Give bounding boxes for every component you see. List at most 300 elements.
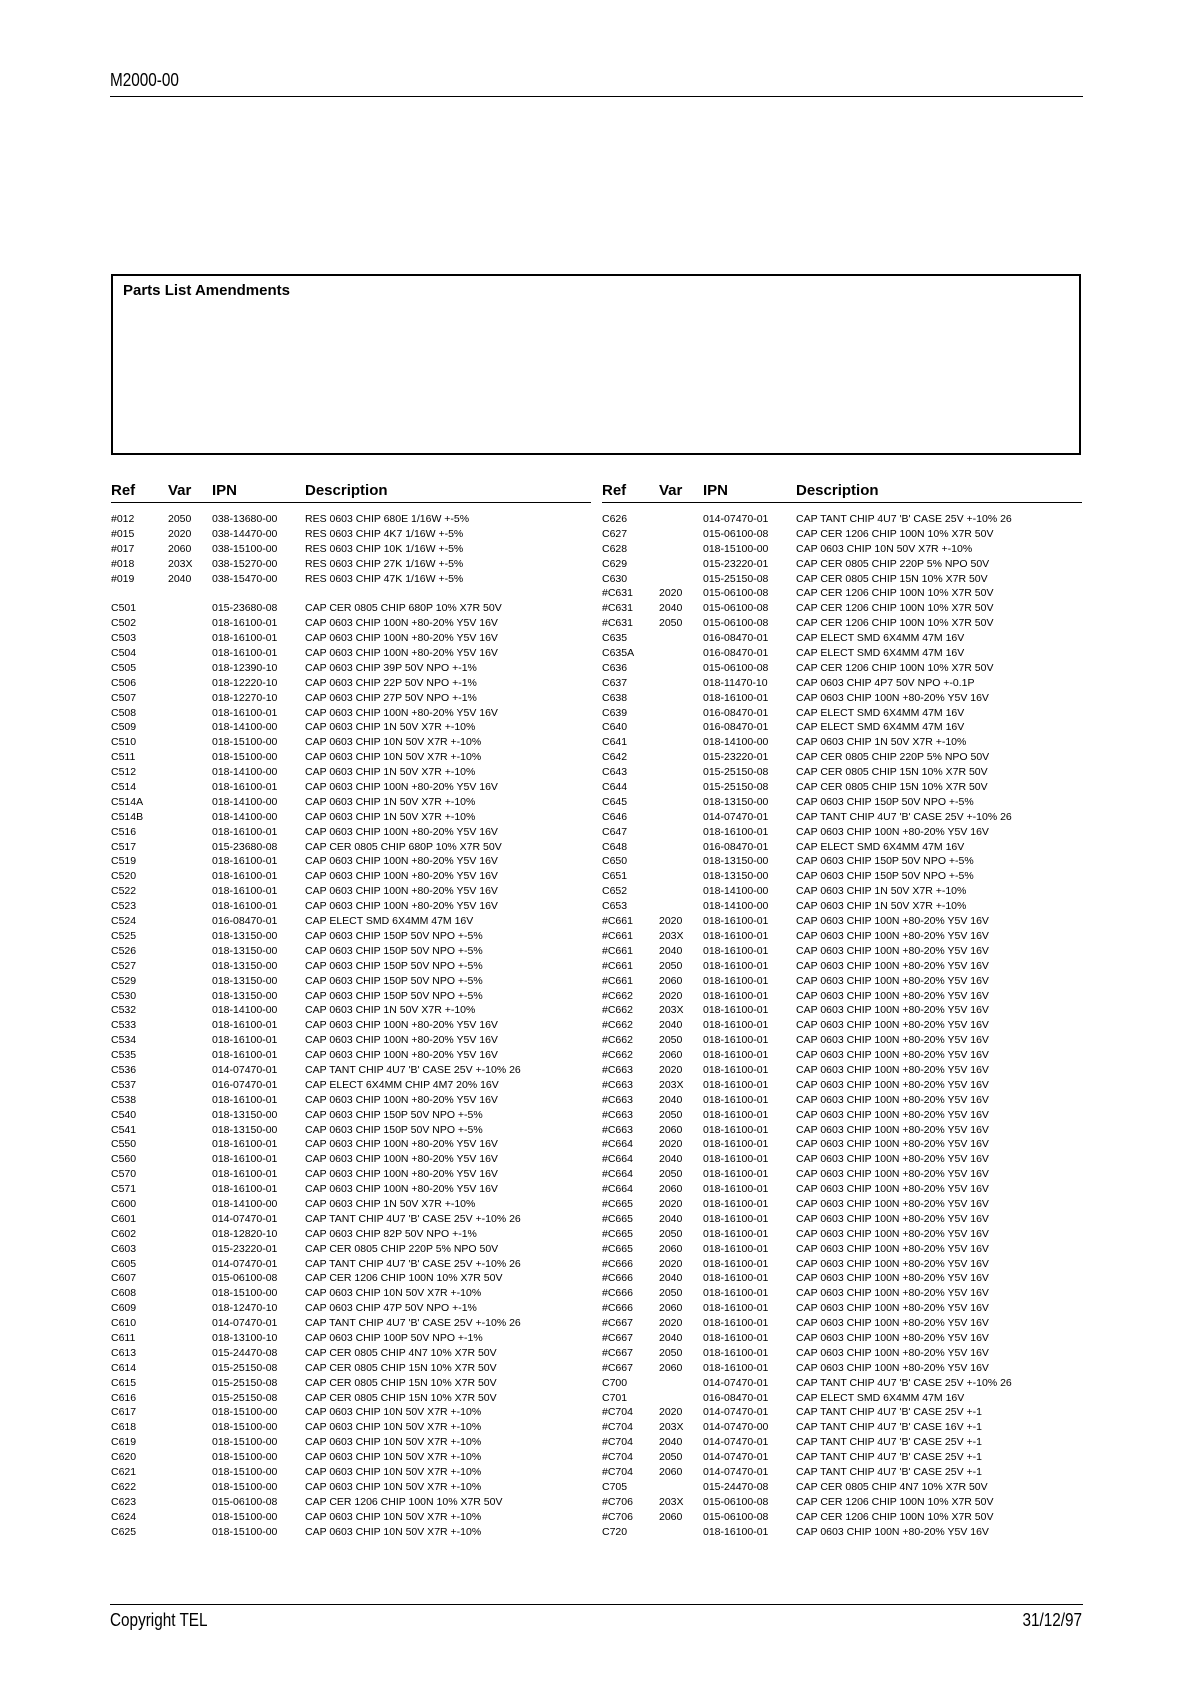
part-ipn: 018-16100-01 (703, 1049, 769, 1062)
part-ref: C505 (111, 661, 137, 674)
part-ref: #C666 (602, 1302, 633, 1315)
table-row (111, 1227, 591, 1242)
part-ipn: 018-16100-01 (212, 1034, 278, 1047)
part-description: CAP 0603 CHIP 10N 50V X7R +-10% (305, 1406, 482, 1419)
part-ipn: 018-16100-01 (212, 825, 278, 838)
table-row (111, 1182, 591, 1197)
table-row (602, 810, 1082, 825)
part-ipn: 018-12270-10 (212, 691, 278, 704)
table-row (111, 810, 591, 825)
part-ipn: 018-12820-10 (212, 1227, 278, 1240)
part-var: 2020 (659, 587, 683, 600)
part-ref: #018 (111, 557, 135, 570)
part-ref: #C666 (602, 1257, 633, 1270)
part-description: CAP CER 0805 CHIP 4N7 10% X7R 50V (796, 1480, 988, 1493)
footer-rule (110, 1604, 1083, 1605)
table-row (602, 1182, 1082, 1197)
part-var: 2040 (659, 1212, 683, 1225)
part-var: 2050 (659, 1451, 683, 1464)
part-ref: C602 (111, 1227, 137, 1240)
part-var: 2050 (659, 1287, 683, 1300)
part-ipn: 018-15100-00 (212, 1525, 278, 1538)
part-description: CAP 0603 CHIP 100N +80-20% Y5V 16V (796, 989, 989, 1002)
part-description: CAP 0603 CHIP 100N +80-20% Y5V 16V (796, 1063, 989, 1076)
part-description: CAP ELECT SMD 6X4MM 47M 16V (796, 706, 965, 719)
part-ref: C609 (111, 1302, 137, 1315)
document-title: M2000-00 (110, 70, 179, 90)
table-row (111, 899, 591, 914)
col-ipn-header: IPN (212, 482, 238, 499)
table-row (111, 1123, 591, 1138)
part-description: CAP TANT CHIP 4U7 'B' CASE 25V +-10% 26 (796, 810, 1012, 823)
part-ipn: 014-07470-01 (703, 1376, 769, 1389)
part-description: CAP CER 0805 CHIP 680P 10% X7R 50V (305, 602, 502, 615)
table-row (602, 1033, 1082, 1048)
table-row (111, 1018, 591, 1033)
part-ipn: 018-14100-00 (703, 736, 769, 749)
part-var: 2050 (659, 1108, 683, 1121)
part-ipn: 018-16100-01 (703, 959, 769, 972)
table-row (602, 1331, 1082, 1346)
part-description: CAP 0603 CHIP 10N 50V X7R +-10% (305, 736, 482, 749)
part-ref: C621 (111, 1466, 137, 1478)
row-spacer (111, 586, 591, 601)
part-description: CAP 0603 CHIP 100N +80-20% Y5V 16V (796, 1525, 989, 1538)
part-ipn: 018-16100-01 (703, 989, 769, 1002)
part-description: CAP 0603 CHIP 100N +80-20% Y5V 16V (796, 915, 989, 928)
part-description: CAP CER 1206 CHIP 100N 10% X7R 50V (305, 1272, 503, 1285)
part-ipn: 018-13150-00 (703, 855, 769, 868)
part-ref: #C662 (602, 989, 633, 1002)
part-description: CAP 0603 CHIP 100N +80-20% Y5V 16V (796, 1242, 989, 1255)
part-description: CAP ELECT SMD 6X4MM 47M 16V (305, 915, 474, 928)
part-ipn: 018-16100-01 (212, 647, 278, 660)
part-ipn: 018-16100-01 (212, 870, 278, 883)
part-description: CAP 0603 CHIP 10N 50V X7R +-10% (305, 1466, 482, 1478)
part-description: CAP 0603 CHIP 10N 50V X7R +-10% (305, 751, 482, 764)
part-description: CAP 0603 CHIP 100N +80-20% Y5V 16V (305, 706, 498, 719)
part-description: CAP 0603 CHIP 100N +80-20% Y5V 16V (796, 825, 989, 838)
part-ref: C527 (111, 959, 137, 972)
part-ipn: 018-14100-00 (212, 1197, 278, 1210)
part-description: CAP 0603 CHIP 100N +80-20% Y5V 16V (796, 944, 989, 957)
part-ref: C550 (111, 1138, 137, 1151)
part-ref: C615 (111, 1376, 137, 1389)
part-ref: #C663 (602, 1078, 633, 1091)
part-ref: C503 (111, 632, 137, 645)
table-row (602, 884, 1082, 899)
table-row (602, 1063, 1082, 1078)
part-var: 2020 (659, 1257, 683, 1270)
table-row (602, 1316, 1082, 1331)
part-ref: C538 (111, 1093, 137, 1106)
part-ref: C525 (111, 929, 137, 942)
part-ref: C638 (602, 691, 628, 704)
part-ipn: 015-23220-01 (703, 751, 769, 764)
table-row (602, 1271, 1082, 1286)
part-ref: C520 (111, 870, 137, 883)
part-ipn: 018-11470-10 (703, 676, 768, 689)
table-row (602, 1152, 1082, 1167)
part-var: 2060 (659, 1510, 683, 1523)
part-ref: C705 (602, 1480, 628, 1493)
table-row (111, 1391, 591, 1406)
part-description: CAP ELECT SMD 6X4MM 47M 16V (796, 647, 965, 660)
part-ref: C502 (111, 617, 137, 630)
part-ipn: 014-07470-01 (703, 1436, 769, 1449)
table-row (602, 601, 1082, 616)
part-description: CAP 0603 CHIP 100N +80-20% Y5V 16V (796, 1078, 989, 1091)
table-row (111, 1137, 591, 1152)
table-row (602, 1435, 1082, 1450)
part-ref: #C663 (602, 1063, 633, 1076)
part-ipn: 018-16100-01 (703, 1331, 769, 1344)
part-description: CAP CER 0805 CHIP 220P 5% NPO 50V (305, 1242, 499, 1255)
part-description: CAP TANT CHIP 4U7 'B' CASE 25V +-10% 26 (305, 1212, 521, 1225)
part-description: CAP CER 1206 CHIP 100N 10% X7R 50V (796, 617, 994, 630)
part-ref: C635A (602, 647, 635, 660)
table-row (602, 1346, 1082, 1361)
part-ipn: 018-14100-00 (703, 900, 769, 913)
table-row (111, 1435, 591, 1450)
part-var: 2020 (659, 915, 683, 928)
part-var: 2040 (659, 1153, 683, 1166)
part-ipn: 018-16100-01 (703, 1078, 769, 1091)
col-ipn-header: IPN (703, 482, 729, 499)
table-row (602, 974, 1082, 989)
table-row (602, 1480, 1082, 1495)
table-row (602, 929, 1082, 944)
part-ref: C637 (602, 676, 628, 689)
part-var: 2040 (659, 1093, 683, 1106)
part-ref: C630 (602, 572, 628, 585)
part-ref: #C662 (602, 1049, 633, 1062)
part-ipn: 018-16100-01 (703, 1525, 769, 1538)
part-ipn: 018-15100-00 (212, 1406, 278, 1419)
part-ipn: 018-14100-00 (212, 721, 278, 734)
part-ipn: 018-12470-10 (212, 1302, 278, 1315)
part-description: RES 0603 CHIP 680E 1/16W +-5% (305, 513, 470, 525)
col-ref-header: Ref (111, 482, 136, 499)
part-ref: #C663 (602, 1093, 633, 1106)
part-ipn: 018-16100-01 (212, 1019, 278, 1032)
part-ref: C643 (602, 766, 628, 779)
table-row (602, 586, 1082, 601)
table-row (111, 750, 591, 765)
part-description: CAP 0603 CHIP 100N +80-20% Y5V 16V (305, 855, 498, 868)
part-ipn: 018-16100-01 (703, 1034, 769, 1047)
part-ipn: 018-15100-00 (212, 1421, 278, 1434)
part-var: 203X (659, 1078, 684, 1091)
part-var: 2060 (659, 1242, 683, 1255)
part-description: CAP 0603 CHIP 100N +80-20% Y5V 16V (796, 1093, 989, 1106)
table-row (602, 1048, 1082, 1063)
part-ref: C617 (111, 1406, 137, 1419)
part-ipn: 014-07470-01 (212, 1063, 278, 1076)
table-row (602, 944, 1082, 959)
part-ref: C533 (111, 1019, 137, 1032)
part-ref: #017 (111, 542, 135, 555)
part-var: 2040 (659, 1331, 683, 1344)
table-row (111, 1510, 591, 1525)
part-ref: C508 (111, 706, 137, 719)
part-ipn: 038-13680-00 (212, 513, 278, 525)
table-row (602, 542, 1082, 557)
part-ipn: 018-16100-01 (703, 1123, 769, 1136)
part-ref: #C664 (602, 1168, 633, 1181)
part-ipn: 014-07470-01 (703, 1406, 769, 1419)
part-ref: C530 (111, 989, 137, 1002)
part-ipn: 018-16100-01 (703, 1346, 769, 1359)
part-ipn: 018-13150-00 (212, 1108, 278, 1121)
part-ref: C511 (111, 751, 136, 764)
part-ref: C610 (111, 1317, 137, 1330)
table-row (602, 1391, 1082, 1406)
part-description: CAP 0603 CHIP 150P 50V NPO +-5% (305, 944, 483, 957)
part-ipn: 018-14100-00 (703, 885, 769, 898)
table-row (602, 1257, 1082, 1272)
table-row (111, 646, 591, 661)
part-description: CAP 0603 CHIP 22P 50V NPO +-1% (305, 676, 477, 689)
table-row (602, 914, 1082, 929)
part-ref: C504 (111, 647, 137, 660)
table-row (111, 780, 591, 795)
part-description: CAP CER 0805 CHIP 4N7 10% X7R 50V (305, 1346, 497, 1359)
table-row (111, 929, 591, 944)
table-row (602, 735, 1082, 750)
part-description: CAP 0603 CHIP 100N +80-20% Y5V 16V (796, 1183, 989, 1196)
table-row (602, 1420, 1082, 1435)
part-description: CAP 0603 CHIP 1N 50V X7R +-10% (305, 795, 476, 808)
part-ipn: 018-16100-01 (703, 1302, 769, 1315)
part-ref: C642 (602, 751, 628, 764)
part-ipn: 016-08470-01 (703, 706, 769, 719)
table-row (111, 527, 591, 542)
part-ref: #C661 (602, 944, 633, 957)
table-row (111, 1212, 591, 1227)
part-ipn: 016-08470-01 (703, 647, 769, 660)
amendments-box (111, 274, 1081, 455)
part-ipn: 018-16100-01 (703, 825, 769, 838)
part-ipn: 018-16100-01 (703, 1093, 769, 1106)
table-row (602, 527, 1082, 542)
part-description: CAP 0603 CHIP 47P 50V NPO +-1% (305, 1302, 477, 1315)
table-row (111, 616, 591, 631)
part-ref: C608 (111, 1287, 137, 1300)
part-ref: #C704 (602, 1436, 633, 1449)
part-var: 2060 (659, 1466, 683, 1478)
table-row (602, 854, 1082, 869)
table-row (111, 1525, 591, 1540)
col-description-header: Description (796, 482, 879, 499)
part-ref: C644 (602, 781, 628, 794)
col-var-header: Var (659, 482, 683, 499)
table-row (111, 944, 591, 959)
part-ipn: 018-16100-01 (703, 1168, 769, 1181)
part-ipn: 038-15470-00 (212, 572, 278, 585)
part-var: 2020 (659, 989, 683, 1002)
table-row (111, 869, 591, 884)
table-row (602, 557, 1082, 572)
part-ref: #C662 (602, 1019, 633, 1032)
part-description: CAP TANT CHIP 4U7 'B' CASE 25V +-1 (796, 1406, 982, 1419)
table-header (602, 482, 1082, 503)
part-ipn: 018-13100-10 (212, 1331, 278, 1344)
part-description: CAP 0603 CHIP 100N +80-20% Y5V 16V (305, 825, 498, 838)
part-ref: C560 (111, 1153, 137, 1166)
table-row (602, 631, 1082, 646)
part-ref: #C661 (602, 929, 633, 942)
part-description: CAP 0603 CHIP 10N 50V X7R +-10% (305, 1451, 482, 1464)
part-ref: #C704 (602, 1421, 633, 1434)
part-description: CAP CER 1206 CHIP 100N 10% X7R 50V (796, 527, 994, 540)
part-description: CAP 0603 CHIP 150P 50V NPO +-5% (305, 959, 483, 972)
part-description: CAP CER 1206 CHIP 100N 10% X7R 50V (796, 602, 994, 615)
part-var: 2050 (659, 1168, 683, 1181)
part-description: CAP 0603 CHIP 100N +80-20% Y5V 16V (305, 1019, 498, 1032)
part-ref: #019 (111, 572, 135, 585)
part-ref: #C665 (602, 1212, 633, 1225)
part-description: CAP 0603 CHIP 150P 50V NPO +-5% (796, 870, 974, 883)
part-ipn: 018-16100-01 (703, 1063, 769, 1076)
table-row (111, 765, 591, 780)
part-ipn: 018-16100-01 (212, 1183, 278, 1196)
part-description: CAP CER 0805 CHIP 680P 10% X7R 50V (305, 840, 502, 853)
part-ref: #C664 (602, 1138, 633, 1151)
table-row (602, 1018, 1082, 1033)
part-var: 203X (659, 1004, 684, 1017)
table-row (602, 1405, 1082, 1420)
part-ipn: 018-16100-01 (703, 1183, 769, 1196)
part-ipn: 018-14100-00 (212, 1004, 278, 1017)
part-description: CAP 0603 CHIP 10N 50V X7R +-10% (305, 1480, 482, 1493)
part-description: CAP CER 1206 CHIP 100N 10% X7R 50V (796, 661, 994, 674)
table-row (602, 1212, 1082, 1227)
part-ref: C524 (111, 915, 137, 928)
part-ref: C701 (602, 1391, 628, 1404)
table-row (111, 735, 591, 750)
part-description: CAP 0603 CHIP 10N 50V X7R +-10% (796, 542, 973, 555)
part-ref: C640 (602, 721, 628, 734)
part-description: CAP 0603 CHIP 27P 50V NPO +-1% (305, 691, 477, 704)
footer-date: 31/12/97 (1022, 1610, 1082, 1630)
part-description: CAP 0603 CHIP 10N 50V X7R +-10% (305, 1525, 482, 1538)
part-description: CAP 0603 CHIP 100N +80-20% Y5V 16V (796, 1004, 989, 1017)
part-description: CAP 0603 CHIP 1N 50V X7R +-10% (796, 900, 967, 913)
table-row (602, 1197, 1082, 1212)
part-ipn: 015-25150-08 (212, 1391, 278, 1404)
part-description: CAP ELECT SMD 6X4MM 47M 16V (796, 840, 965, 853)
table-row (602, 1093, 1082, 1108)
part-ipn: 014-07470-01 (703, 810, 769, 823)
part-ipn: 016-08470-01 (703, 1391, 769, 1404)
table-row (111, 706, 591, 721)
part-ref: #C667 (602, 1346, 633, 1359)
part-ipn: 018-16100-01 (212, 900, 278, 913)
part-ipn: 018-15100-00 (212, 1436, 278, 1449)
part-ipn: 016-08470-01 (703, 721, 769, 734)
part-description: CAP TANT CHIP 4U7 'B' CASE 16V +-1 (796, 1421, 982, 1434)
part-ref: C514A (111, 795, 144, 808)
part-description: CAP TANT CHIP 4U7 'B' CASE 25V +-1 (796, 1436, 982, 1449)
part-description: CAP 0603 CHIP 1N 50V X7R +-10% (305, 1197, 476, 1210)
part-var: 2050 (659, 1034, 683, 1047)
part-ref: C512 (111, 766, 137, 779)
table-row (602, 1450, 1082, 1465)
part-ipn: 018-16100-01 (703, 1138, 769, 1151)
part-description: CAP 0603 CHIP 100N +80-20% Y5V 16V (796, 1123, 989, 1136)
table-row (602, 780, 1082, 795)
part-description: CAP CER 0805 CHIP 220P 5% NPO 50V (796, 751, 990, 764)
part-ipn: 018-16100-01 (212, 855, 278, 868)
part-ref: C645 (602, 795, 628, 808)
part-ipn: 018-13150-00 (703, 870, 769, 883)
table-row (602, 869, 1082, 884)
part-ipn: 018-13150-00 (212, 1123, 278, 1136)
part-ref: C571 (111, 1183, 137, 1196)
table-row (602, 1003, 1082, 1018)
table-row (602, 691, 1082, 706)
table-row (602, 1286, 1082, 1301)
part-ipn: 018-16100-01 (703, 1361, 769, 1374)
part-ref: C650 (602, 855, 628, 868)
part-ipn: 018-16100-01 (703, 1153, 769, 1166)
part-ref: C517 (111, 840, 137, 853)
table-row (602, 1495, 1082, 1510)
part-var: 2040 (659, 1272, 683, 1285)
part-ref: C501 (111, 602, 137, 615)
part-ref: C540 (111, 1108, 137, 1121)
part-ipn: 015-25150-08 (212, 1376, 278, 1389)
part-ipn: 016-08470-01 (212, 915, 278, 928)
part-ref: C536 (111, 1063, 137, 1076)
table-row (602, 825, 1082, 840)
part-ipn: 015-25150-08 (212, 1361, 278, 1374)
table-row (111, 676, 591, 691)
col-ref-header: Ref (602, 482, 627, 499)
part-ref: #C663 (602, 1108, 633, 1121)
part-description: CAP CER 1206 CHIP 100N 10% X7R 50V (305, 1495, 503, 1508)
col-description-header: Description (305, 482, 388, 499)
part-ipn: 018-16100-01 (212, 781, 278, 794)
part-ref: C532 (111, 1004, 137, 1017)
part-description: CAP 0603 CHIP 10N 50V X7R +-10% (305, 1510, 482, 1523)
part-description: CAP 0603 CHIP 100N +80-20% Y5V 16V (796, 1257, 989, 1270)
part-ipn: 018-16100-01 (212, 1049, 278, 1062)
part-var: 2040 (659, 1019, 683, 1032)
part-ref: C519 (111, 855, 137, 868)
part-ipn: 018-16100-01 (212, 706, 278, 719)
part-ref: C507 (111, 691, 137, 704)
part-description: CAP 0603 CHIP 10N 50V X7R +-10% (305, 1436, 482, 1449)
table-row (602, 959, 1082, 974)
part-ipn: 014-07470-01 (703, 513, 769, 525)
part-ipn: 018-14100-00 (212, 766, 278, 779)
part-var: 203X (168, 557, 193, 570)
part-ipn: 018-15100-00 (212, 1451, 278, 1464)
part-description: CAP 0603 CHIP 150P 50V NPO +-5% (305, 1123, 483, 1136)
table-row (111, 691, 591, 706)
part-ref: #C665 (602, 1227, 633, 1240)
part-ipn: 014-07470-00 (703, 1421, 769, 1434)
part-ref: C600 (111, 1197, 137, 1210)
part-description: CAP 0603 CHIP 1N 50V X7R +-10% (796, 736, 967, 749)
part-ipn: 018-16100-01 (212, 632, 278, 645)
table-row (111, 1420, 591, 1435)
part-var: 2020 (168, 527, 192, 540)
part-description: CAP 0603 CHIP 150P 50V NPO +-5% (305, 974, 483, 987)
table-row (111, 1286, 591, 1301)
